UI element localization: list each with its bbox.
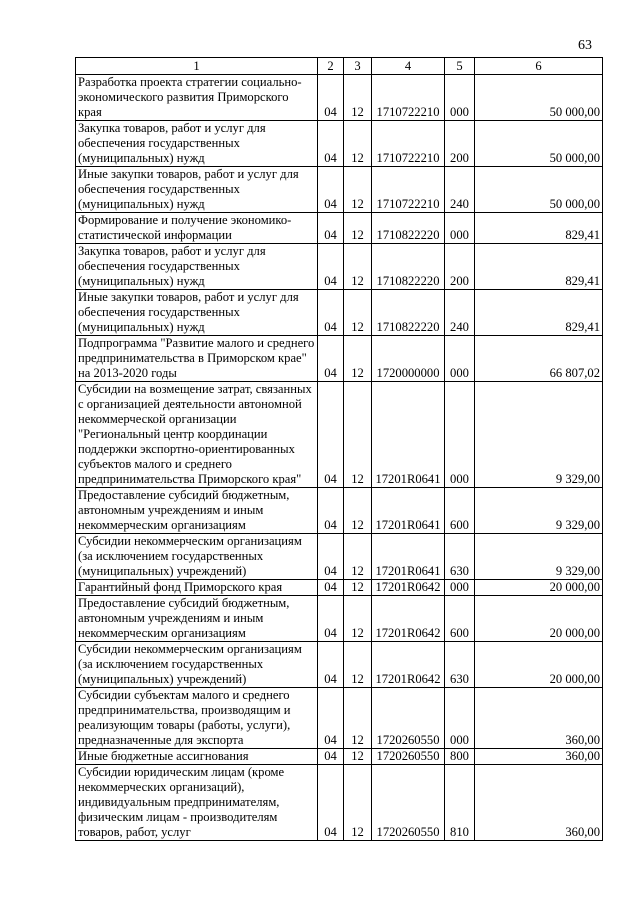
column-header-section: 2 bbox=[318, 58, 344, 75]
table-row bbox=[76, 213, 603, 244]
cell-expense-type: 200 bbox=[445, 121, 475, 167]
table-row bbox=[76, 580, 603, 596]
cell-name: Субсидии на возмещение затрат, связанных с организацией деятельности автономной некоммерческой организации "Региональный центр координации поддержки экспортно-ориентированных субъектов малого и среднего предпринимательства Приморского края" bbox=[76, 382, 318, 488]
table-row bbox=[76, 688, 603, 749]
cell-expense-type: 240 bbox=[445, 290, 475, 336]
cell-subsection: 12 bbox=[344, 534, 372, 580]
cell-amount: 20 000,00 bbox=[475, 642, 603, 688]
cell-expense-type: 200 bbox=[445, 244, 475, 290]
cell-expense-type: 000 bbox=[445, 382, 475, 488]
column-header-name: 1 bbox=[76, 58, 318, 75]
cell-target-article: 1720260550 bbox=[372, 688, 445, 749]
table-header-row bbox=[76, 58, 603, 75]
cell-subsection: 12 bbox=[344, 382, 372, 488]
cell-section: 04 bbox=[318, 642, 344, 688]
cell-target-article: 1710822220 bbox=[372, 290, 445, 336]
cell-section: 04 bbox=[318, 596, 344, 642]
cell-section: 04 bbox=[318, 336, 344, 382]
cell-name: Субсидии субъектам малого и среднего предпринимательства, производящим и реализующим товары (работы, услуги), предназначенные для экспорта bbox=[76, 688, 318, 749]
cell-amount: 50 000,00 bbox=[475, 167, 603, 213]
cell-section: 04 bbox=[318, 121, 344, 167]
cell-expense-type: 000 bbox=[445, 336, 475, 382]
cell-subsection: 12 bbox=[344, 167, 372, 213]
cell-expense-type: 600 bbox=[445, 596, 475, 642]
cell-amount: 360,00 bbox=[475, 749, 603, 765]
table-row bbox=[76, 488, 603, 534]
column-header-expense-type: 5 bbox=[445, 58, 475, 75]
cell-section: 04 bbox=[318, 580, 344, 596]
cell-name: Иные бюджетные ассигнования bbox=[76, 749, 318, 765]
cell-expense-type: 630 bbox=[445, 642, 475, 688]
cell-target-article: 1710722210 bbox=[372, 121, 445, 167]
cell-subsection: 12 bbox=[344, 244, 372, 290]
cell-target-article: 17201R0641 bbox=[372, 488, 445, 534]
cell-name: Субсидии некоммерческим организациям (за исключением государственных (муниципальных) учреждений) bbox=[76, 534, 318, 580]
cell-section: 04 bbox=[318, 213, 344, 244]
cell-target-article: 17201R0641 bbox=[372, 382, 445, 488]
cell-name: Иные закупки товаров, работ и услуг для обеспечения государственных (муниципальных) нужд bbox=[76, 290, 318, 336]
cell-amount: 829,41 bbox=[475, 244, 603, 290]
cell-subsection: 12 bbox=[344, 75, 372, 121]
table-row bbox=[76, 75, 603, 121]
cell-target-article: 17201R0642 bbox=[372, 580, 445, 596]
cell-expense-type: 000 bbox=[445, 580, 475, 596]
cell-section: 04 bbox=[318, 488, 344, 534]
cell-section: 04 bbox=[318, 167, 344, 213]
page-number: 63 bbox=[578, 38, 592, 53]
cell-amount: 20 000,00 bbox=[475, 580, 603, 596]
cell-section: 04 bbox=[318, 765, 344, 841]
cell-target-article: 17201R0641 bbox=[372, 534, 445, 580]
cell-amount: 20 000,00 bbox=[475, 596, 603, 642]
cell-name: Предоставление субсидий бюджетным, автономным учреждениям и иным некоммерческим организациям bbox=[76, 596, 318, 642]
table-row bbox=[76, 642, 603, 688]
cell-subsection: 12 bbox=[344, 580, 372, 596]
cell-subsection: 12 bbox=[344, 121, 372, 167]
table-row bbox=[76, 749, 603, 765]
cell-name: Гарантийный фонд Приморского края bbox=[76, 580, 318, 596]
cell-amount: 829,41 bbox=[475, 213, 603, 244]
cell-name: Формирование и получение экономико-статистической информации bbox=[76, 213, 318, 244]
table-row bbox=[76, 336, 603, 382]
cell-name: Предоставление субсидий бюджетным, автономным учреждениям и иным некоммерческим организациям bbox=[76, 488, 318, 534]
cell-subsection: 12 bbox=[344, 749, 372, 765]
cell-amount: 50 000,00 bbox=[475, 121, 603, 167]
cell-expense-type: 810 bbox=[445, 765, 475, 841]
cell-amount: 360,00 bbox=[475, 688, 603, 749]
cell-target-article: 1710722210 bbox=[372, 75, 445, 121]
table-row bbox=[76, 167, 603, 213]
cell-name: Подпрограмма "Развитие малого и среднего предпринимательства в Приморском крае" на 2013-2020 годы bbox=[76, 336, 318, 382]
cell-target-article: 1720000000 bbox=[372, 336, 445, 382]
cell-section: 04 bbox=[318, 244, 344, 290]
cell-subsection: 12 bbox=[344, 642, 372, 688]
table-row bbox=[76, 382, 603, 488]
cell-subsection: 12 bbox=[344, 213, 372, 244]
table-row bbox=[76, 244, 603, 290]
table-row bbox=[76, 765, 603, 841]
budget-table bbox=[75, 57, 603, 841]
column-header-subsection: 3 bbox=[344, 58, 372, 75]
table-row bbox=[76, 290, 603, 336]
cell-target-article: 17201R0642 bbox=[372, 596, 445, 642]
cell-target-article: 1720260550 bbox=[372, 749, 445, 765]
cell-target-article: 1720260550 bbox=[372, 765, 445, 841]
cell-section: 04 bbox=[318, 534, 344, 580]
cell-target-article: 17201R0642 bbox=[372, 642, 445, 688]
cell-expense-type: 630 bbox=[445, 534, 475, 580]
cell-expense-type: 240 bbox=[445, 167, 475, 213]
table-row bbox=[76, 596, 603, 642]
cell-name: Закупка товаров, работ и услуг для обеспечения государственных (муниципальных) нужд bbox=[76, 244, 318, 290]
cell-expense-type: 000 bbox=[445, 213, 475, 244]
cell-name: Разработка проекта стратегии социально-экономического развития Приморского края bbox=[76, 75, 318, 121]
cell-target-article: 1710722210 bbox=[372, 167, 445, 213]
table-body bbox=[76, 75, 603, 841]
cell-amount: 829,41 bbox=[475, 290, 603, 336]
cell-subsection: 12 bbox=[344, 290, 372, 336]
cell-name: Субсидии некоммерческим организациям (за исключением государственных (муниципальных) учреждений) bbox=[76, 642, 318, 688]
cell-expense-type: 000 bbox=[445, 688, 475, 749]
cell-amount: 360,00 bbox=[475, 765, 603, 841]
cell-section: 04 bbox=[318, 382, 344, 488]
cell-expense-type: 000 bbox=[445, 75, 475, 121]
cell-section: 04 bbox=[318, 75, 344, 121]
cell-amount: 9 329,00 bbox=[475, 534, 603, 580]
cell-expense-type: 600 bbox=[445, 488, 475, 534]
cell-subsection: 12 bbox=[344, 765, 372, 841]
cell-amount: 50 000,00 bbox=[475, 75, 603, 121]
cell-section: 04 bbox=[318, 749, 344, 765]
cell-target-article: 1710822220 bbox=[372, 213, 445, 244]
cell-amount: 9 329,00 bbox=[475, 382, 603, 488]
cell-subsection: 12 bbox=[344, 336, 372, 382]
cell-name: Иные закупки товаров, работ и услуг для обеспечения государственных (муниципальных) нужд bbox=[76, 167, 318, 213]
cell-section: 04 bbox=[318, 290, 344, 336]
table-row bbox=[76, 121, 603, 167]
cell-target-article: 1710822220 bbox=[372, 244, 445, 290]
cell-name: Закупка товаров, работ и услуг для обеспечения государственных (муниципальных) нужд bbox=[76, 121, 318, 167]
cell-subsection: 12 bbox=[344, 596, 372, 642]
cell-section: 04 bbox=[318, 688, 344, 749]
cell-name: Субсидии юридическим лицам (кроме некоммерческих организаций), индивидуальным предпринимателям, физическим лицам - производителям товаров, работ, услуг bbox=[76, 765, 318, 841]
cell-subsection: 12 bbox=[344, 488, 372, 534]
cell-amount: 66 807,02 bbox=[475, 336, 603, 382]
cell-amount: 9 329,00 bbox=[475, 488, 603, 534]
cell-expense-type: 800 bbox=[445, 749, 475, 765]
table-row bbox=[76, 534, 603, 580]
cell-subsection: 12 bbox=[344, 688, 372, 749]
column-header-target-article: 4 bbox=[372, 58, 445, 75]
column-header-amount: 6 bbox=[475, 58, 603, 75]
